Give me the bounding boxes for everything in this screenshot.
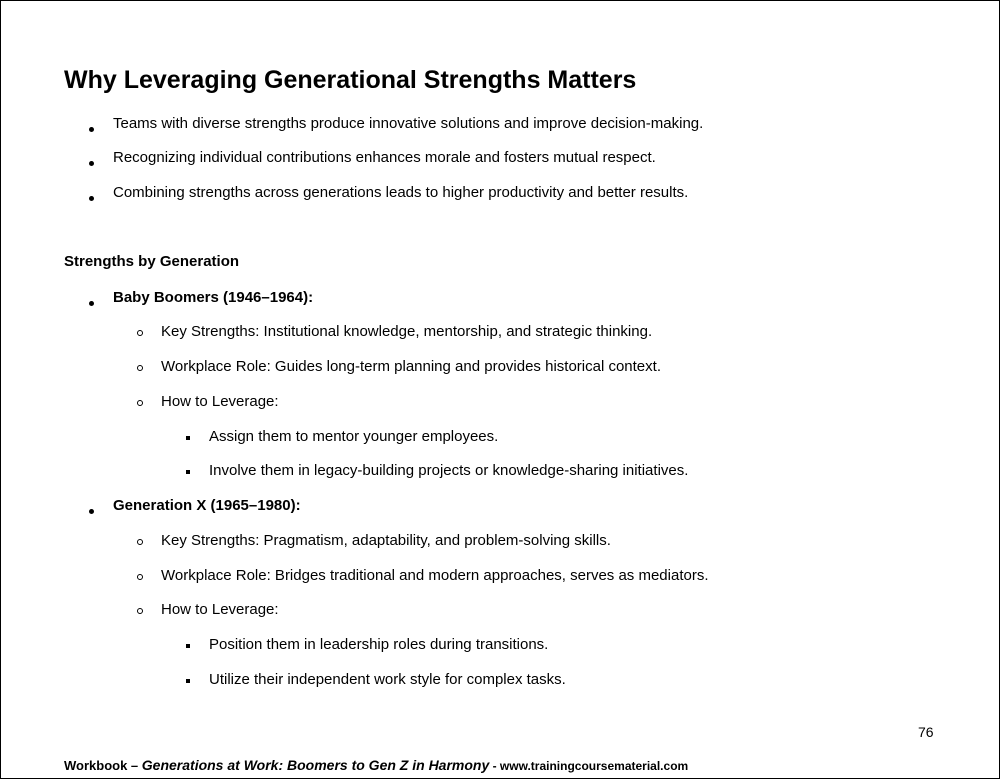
bullet-circle-icon — [137, 330, 143, 336]
page-number: 76 — [918, 724, 934, 740]
generation-name-genx: Generation X (1965–1980): — [113, 497, 301, 514]
bullet-square-icon — [186, 470, 190, 474]
boomers-leverage-2: Involve them in legacy-building projects or knowledge-sharing initiatives. — [209, 462, 689, 479]
intro-bullet-2: Recognizing individual contributions enhances morale and fosters mutual respect. — [113, 149, 656, 166]
bullet-disc-icon — [89, 301, 94, 306]
bullet-disc-icon — [89, 127, 94, 132]
boomers-leverage-1: Assign them to mentor younger employees. — [209, 428, 499, 445]
footer-book-title: Generations at Work: Boomers to Gen Z in Harmony — [141, 757, 490, 773]
bullet-square-icon — [186, 644, 190, 648]
boomers-how-to-leverage: How to Leverage: — [161, 393, 279, 410]
bullet-disc-icon — [89, 509, 94, 514]
boomers-workplace-role: Workplace Role: Guides long-term planning and provides historical context. — [161, 358, 661, 375]
generation-name-boomers: Baby Boomers (1946–1964): — [113, 289, 314, 306]
intro-bullet-3: Combining strengths across generations leads to higher productivity and better results. — [113, 184, 689, 201]
footer — [64, 756, 688, 775]
bullet-circle-icon — [137, 608, 143, 614]
genx-how-to-leverage: How to Leverage: — [161, 601, 279, 618]
bullet-circle-icon — [137, 400, 143, 406]
footer-website: - www.trainingcoursematerial.com — [489, 759, 689, 773]
genx-key-strengths: Key Strengths: Pragmatism, adaptability, and problem-solving skills. — [161, 532, 611, 549]
genx-leverage-1: Position them in leadership roles during transitions. — [209, 636, 549, 653]
page-title: Why Leveraging Generational Strengths Matters — [64, 66, 637, 94]
genx-leverage-2: Utilize their independent work style for complex tasks. — [209, 671, 566, 688]
bullet-circle-icon — [137, 365, 143, 371]
bullet-square-icon — [186, 436, 190, 440]
bullet-square-icon — [186, 679, 190, 683]
footer-prefix: Workbook – — [64, 758, 142, 773]
genx-workplace-role: Workplace Role: Bridges traditional and modern approaches, serves as mediators. — [161, 567, 709, 584]
bullet-disc-icon — [89, 196, 94, 201]
bullet-circle-icon — [137, 574, 143, 580]
bullet-disc-icon — [89, 161, 94, 166]
bullet-circle-icon — [137, 539, 143, 545]
intro-bullet-1: Teams with diverse strengths produce innovative solutions and improve decision-making. — [113, 115, 704, 132]
section-heading: Strengths by Generation — [64, 253, 240, 270]
boomers-key-strengths: Key Strengths: Institutional knowledge, mentorship, and strategic thinking. — [161, 323, 653, 340]
